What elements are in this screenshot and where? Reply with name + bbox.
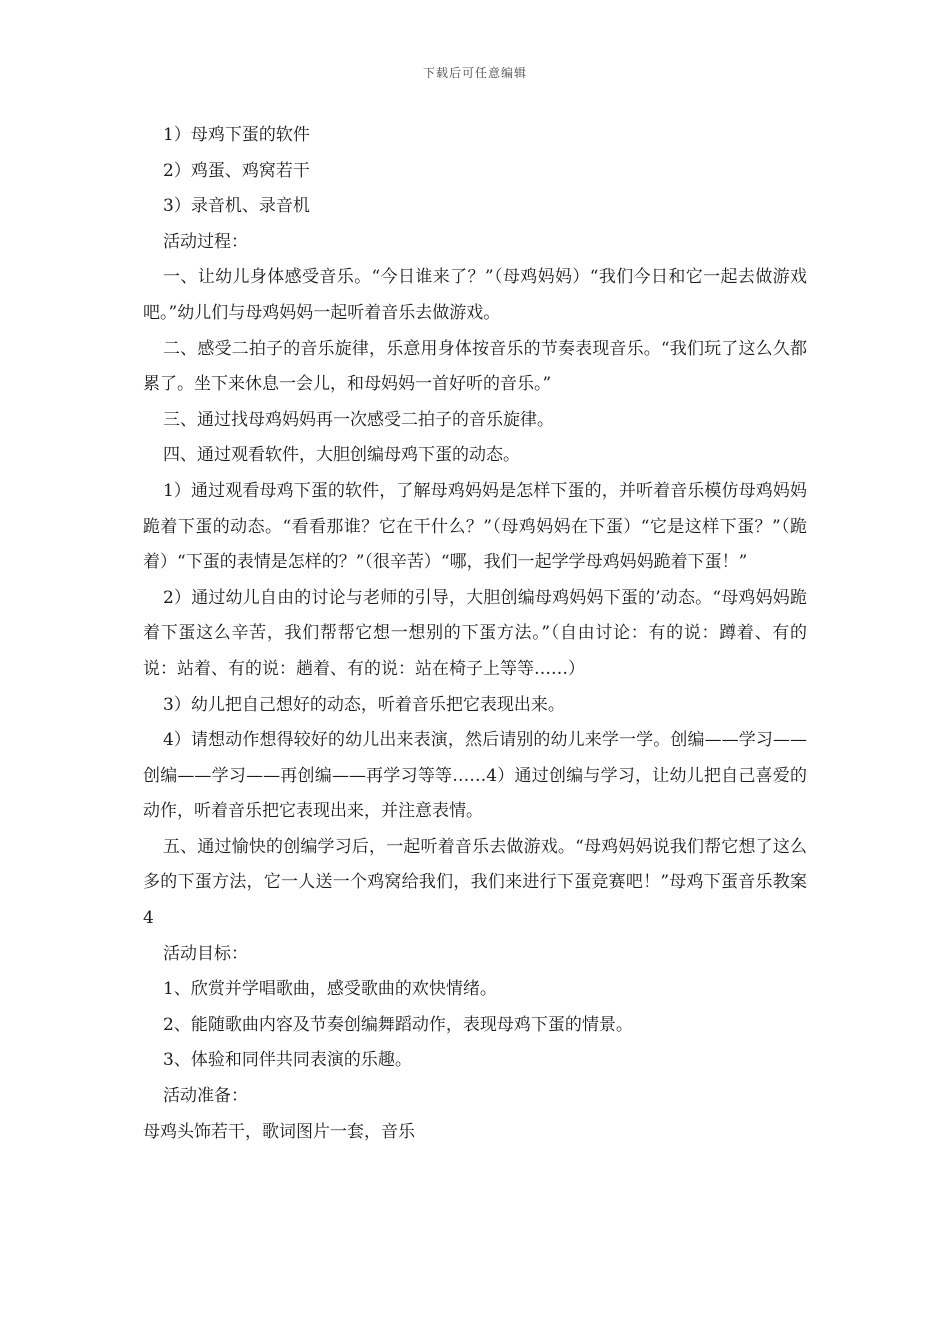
paragraph-step-1: 一、让幼儿身体感受音乐。“今日谁来了？”（母鸡妈妈）“我们今日和它一起去做游戏吧。”幼儿们与母鸡妈妈一起听着音乐去做游戏。 <box>143 267 807 323</box>
document-body <box>143 118 807 1150</box>
paragraph-goal-3: 3、体验和同伴共同表演的乐趣。 <box>163 1050 412 1071</box>
paragraph-substep-1: 1）通过观看母鸡下蛋的软件，了解母鸡妈妈是怎样下蛋的，并听着音乐模仿母鸡妈妈跪着下蛋的动态。“看看那谁？它在干什么？”（母鸡妈妈在下蛋）“它是这样下蛋？”（跪着）“下蛋的表情是怎样的？”（很辛苦）“哪，我们一起学学母鸡妈妈跪着下蛋！” <box>143 480 807 573</box>
paragraph-goal-1: 1、欣赏并学唱歌曲，感受歌曲的欢快情绪。 <box>163 979 497 1000</box>
paragraph-substep-2: 2）通过幼儿自由的讨论与老师的引导，大胆创编母鸡妈妈下蛋的’动态。“母鸡妈妈跪着下蛋这么辛苦，我们帮帮它想一想别的下蛋方法。”（自由讨论：有的说：蹲着、有的说：站着、有的说：趟着、有的说：站在椅子上等等……） <box>143 587 807 679</box>
paragraph-step-5: 五、通过愉快的创编学习后，一起听着音乐去做游戏。“母鸡妈妈说我们帮它想了这么多的下蛋方法，它一人送一个鸡窝给我们，我们来进行下蛋竞赛吧！”母鸡下蛋音乐教案4 <box>143 836 807 929</box>
paragraph-material-2: 2）鸡蛋、鸡窝若干 <box>163 160 310 181</box>
section-heading-process: 活动过程： <box>163 231 248 252</box>
paragraph-substep-4: 4）请想动作想得较好的幼儿出来表演，然后请别的幼儿来学一学。创编——学习——创编——学习——再创编——再学习等等……4）通过创编与学习，让幼儿把自己喜爱的动作，听着音乐把它表现出来，并注意表情。 <box>143 730 807 822</box>
page-header: 下载后可任意编辑 <box>422 66 527 80</box>
paragraph-material-3: 3）录音机、录音机 <box>163 196 310 217</box>
paragraph-step-2: 二、感受二拍子的音乐旋律，乐意用身体按音乐的节奏表现音乐。“我们玩了这么久都累了。坐下来休息一会儿，和母妈妈一首好听的音乐。” <box>143 338 807 395</box>
paragraph-step-4: 四、通过观看软件，大胆创编母鸡下蛋的动态。 <box>163 445 520 466</box>
paragraph-substep-3: 3）幼儿把自己想好的动态，听着音乐把它表现出来。 <box>163 694 565 715</box>
paragraph-material-1: 1）母鸡下蛋的软件 <box>163 125 310 145</box>
paragraph-preparation: 母鸡头饰若干，歌词图片一套，音乐 <box>143 1121 415 1142</box>
section-heading-preparation: 活动准备： <box>163 1086 248 1107</box>
paragraph-step-3: 三、通过找母鸡妈妈再一次感受二拍子的音乐旋律。 <box>163 409 554 430</box>
section-heading-goals: 活动目标： <box>163 943 248 964</box>
paragraph-goal-2: 2、能随歌曲内容及节奏创编舞蹈动作，表现母鸡下蛋的情景。 <box>163 1014 633 1035</box>
